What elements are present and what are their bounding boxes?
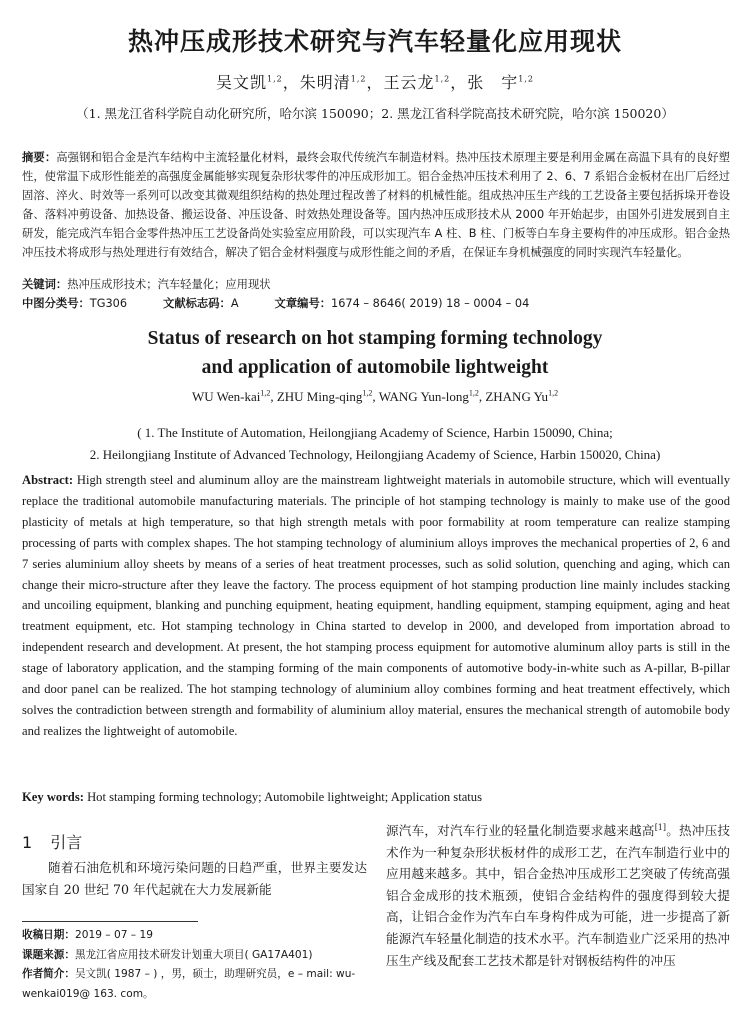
author-affil-sup: 1,2	[518, 74, 535, 84]
footnotes	[22, 926, 367, 1004]
section-title: 引言	[50, 833, 83, 852]
article-number	[275, 297, 530, 310]
footnote-value: 2019 – 07 – 19	[74, 929, 153, 941]
body-left-column: 随着石油危机和环境污染问题的日趋严重，世界主要发达国家自 20 世纪 70 年代起就在大力发展新能	[22, 860, 367, 897]
author-name: WU Wen-kai	[191, 389, 261, 404]
footnote-value: 吴文凯( 1987 – ) ，男，硕士，助理研究员，e – mail: wu-wenkai019@ 163. com。	[22, 968, 356, 1000]
body-right-column	[386, 820, 730, 971]
paper-title-cn: 热冲压成形技术研究与汽车轻量化应用现状	[127, 27, 622, 56]
abstract-cn	[22, 148, 730, 262]
keywords-label-cn: 关键词：	[22, 278, 68, 291]
title-line: and application of automobile lightweight	[201, 357, 549, 378]
author-name: WANG Yun-long	[378, 389, 469, 404]
keywords-text-cn: 热冲压成形技术；汽车轻量化；应用现状	[67, 278, 271, 291]
abstract-en	[22, 470, 730, 742]
abstract-text-en: High strength steel and aluminum alloy are the mainstream lightweight materials in automobile structure, which will eventually replace the traditional automobile manufacturing materials. The principle of hot stamping technology is mainly to make use of the good plasticity of metals at high temperature, so that high strength metals with poor formability at room temperature can realize stamping processing of parts with complex shapes. The hot stamping technology of aluminium alloys improves the mechanical properties of 2, 6 and 7 series aluminium alloy sheets by means of a series of heat treatment processes, such as solid solution, quenching and aging, which can change their micro-structure after they leave the factory. The process equipment of hot stamping production line mainly includes stacking and uncoiling equipment, blanking and punching equipment, heating equipment, handling equipment, stamping equipment, aging and heat treatment equipment, etc. Hot stamping technology in China started to develop in 2000, and developed from importation abroad to independent research and development. At present, the hot stamping process equipment for automotive aluminum alloy parts is still in the stage of laboratory application, and the stamping forming of the main components of automotive body-in-white such as A-pillar, B-pillar and door panel can be realized. The hot stamping technology of aluminium alloy combines forming and heat treatment effectively, which solves the contradiction between strength and formability of aluminium alloy material, ensures the mechanical strength of automobile body and realizes the lightweight of automobile.	[22, 473, 730, 738]
author-list-en	[0, 389, 750, 405]
clc-number	[22, 297, 127, 310]
section-heading	[22, 830, 82, 853]
clc-label: 中图分类号：	[22, 297, 90, 310]
footnote-label: 收稿日期：	[22, 929, 75, 941]
footnote-value: 黑龙江省应用技术研发计划重大项目( GA17A401)	[74, 948, 313, 961]
article-no-label: 文章编号：	[274, 297, 332, 310]
article-no-value: 1674 – 8646( 2019) 18 – 0004 – 04	[331, 297, 530, 310]
author-name: 王云龙	[383, 73, 435, 92]
keywords-en	[22, 790, 730, 805]
body-text: 。热冲压技术作为一种复杂形状板材件的成形工艺，在汽车制造行业中的应用越来越多。其中，铝合金热冲压成形工艺突破了传统高强铝合金成形的技术瓶颈，使铝合金结构件的强度得到较大提高，让铝合金作为汽车白车身构件成为可能，进一步提高了新能源汽车轻量化制造的技术水平。汽车制造业广泛采用的热冲压生产线及配套工艺技术都是针对钢板结构件的冲压	[386, 823, 731, 968]
keywords-label-en: Key words:	[22, 790, 84, 804]
author-affil-sup: 1,2	[362, 388, 373, 398]
affiliation-cn: （1. 黑龙江省科学院自动化研究所，哈尔滨 150090；2. 黑龙江省科学院高技术研究院，哈尔滨 150020）	[76, 106, 674, 121]
keywords-text-en: Hot stamping forming technology; Automobile lightweight; Application status	[87, 790, 482, 804]
abstract-text-cn: 高强钢和铝合金是汽车结构中主流轻量化材料，最终会取代传统汽车制造材料。热冲压技术原理主要是利用金属在高温下具有的良好塑性，使常温下成形性能差的高强度金属能够实现复杂形状零件的冲压成形加工。铝合金热冲压技术利用了 2、6、7 系铝合金板材在出厂后经过固溶、淬火、时效等一系列可以改变其微观组织结构的热处理过程改善了材料的机械性能。组成热冲压生产线的工艺设备主要包括拆垛开卷设备、落料冲剪设备、加热设备、搬运设备、冲压设备、时效热处理设备等。国内热冲压成形技术从 2000 年开始起步，由国外引进发展到自主研发，能完成汽车铝合金零件热冲压工艺设备尚处实验室应用阶段，可以实现汽车 A 柱、B 柱、门板等白车身主要构件的冲压成形。铝合金热冲压技术将成形与热处理进行有效结合，解决了铝合金材料强度与成形性能之间的矛盾，在保证车身机械强度的同时实现汽车轻量化。	[22, 151, 730, 259]
author-sep: ,	[478, 389, 486, 404]
document-code	[163, 297, 239, 310]
author-affil-sup: 1,2	[266, 74, 283, 84]
footnote-divider	[22, 921, 198, 922]
author-name: ZHANG Yu	[485, 389, 549, 404]
body-text: 源汽车，对汽车行业的轻量化制造要求越来越高	[386, 823, 655, 838]
author-affil-sup: 1,2	[350, 74, 367, 84]
author-sep: ,	[372, 389, 379, 404]
affiliation-en	[0, 422, 750, 466]
author-name: 朱明清	[299, 73, 351, 92]
abstract-label-en: Abstract:	[22, 473, 74, 487]
footnote-fund	[22, 946, 367, 966]
title-line: Status of research on hot stamping forming technology	[147, 328, 603, 349]
author-list-cn	[0, 70, 750, 93]
author-name: 张 宇	[467, 73, 519, 92]
footnote-label: 作者简介：	[22, 968, 75, 980]
doc-code-value: A	[230, 297, 239, 310]
author-sep: ，	[366, 73, 384, 92]
clc-value: TG306	[89, 297, 128, 310]
author-sep: ,	[270, 389, 277, 404]
footnote-received	[22, 926, 367, 946]
citation-ref: [1]	[654, 822, 667, 832]
abstract-label-cn: 摘要：	[22, 151, 57, 164]
paper-title-en	[0, 324, 750, 382]
author-name: ZHU Ming-qing	[276, 389, 363, 404]
author-sep: ，	[282, 73, 300, 92]
author-affil-sup: 1,2	[260, 388, 271, 398]
author-sep: ，	[450, 73, 468, 92]
footnote-author	[22, 965, 367, 1004]
footnote-label: 课题来源：	[22, 948, 75, 961]
author-name: 吴文凯	[215, 73, 267, 92]
author-affil-sup: 1,2	[548, 388, 559, 398]
affiliation-line: 2. Heilongjiang Institute of Advanced Technology, Heilongjiang Academy of Science, Harbin 150020, China)	[89, 447, 661, 462]
keywords-cn	[22, 276, 730, 292]
doc-code-label: 文献标志码：	[163, 297, 231, 310]
classification-line	[22, 295, 730, 311]
affiliation-line: ( 1. The Institute of Automation, Heilongjiang Academy of Science, Harbin 150090, China;	[137, 425, 613, 440]
section-number: 1	[22, 833, 33, 852]
author-affil-sup: 1,2	[468, 388, 479, 398]
author-affil-sup: 1,2	[434, 74, 451, 84]
